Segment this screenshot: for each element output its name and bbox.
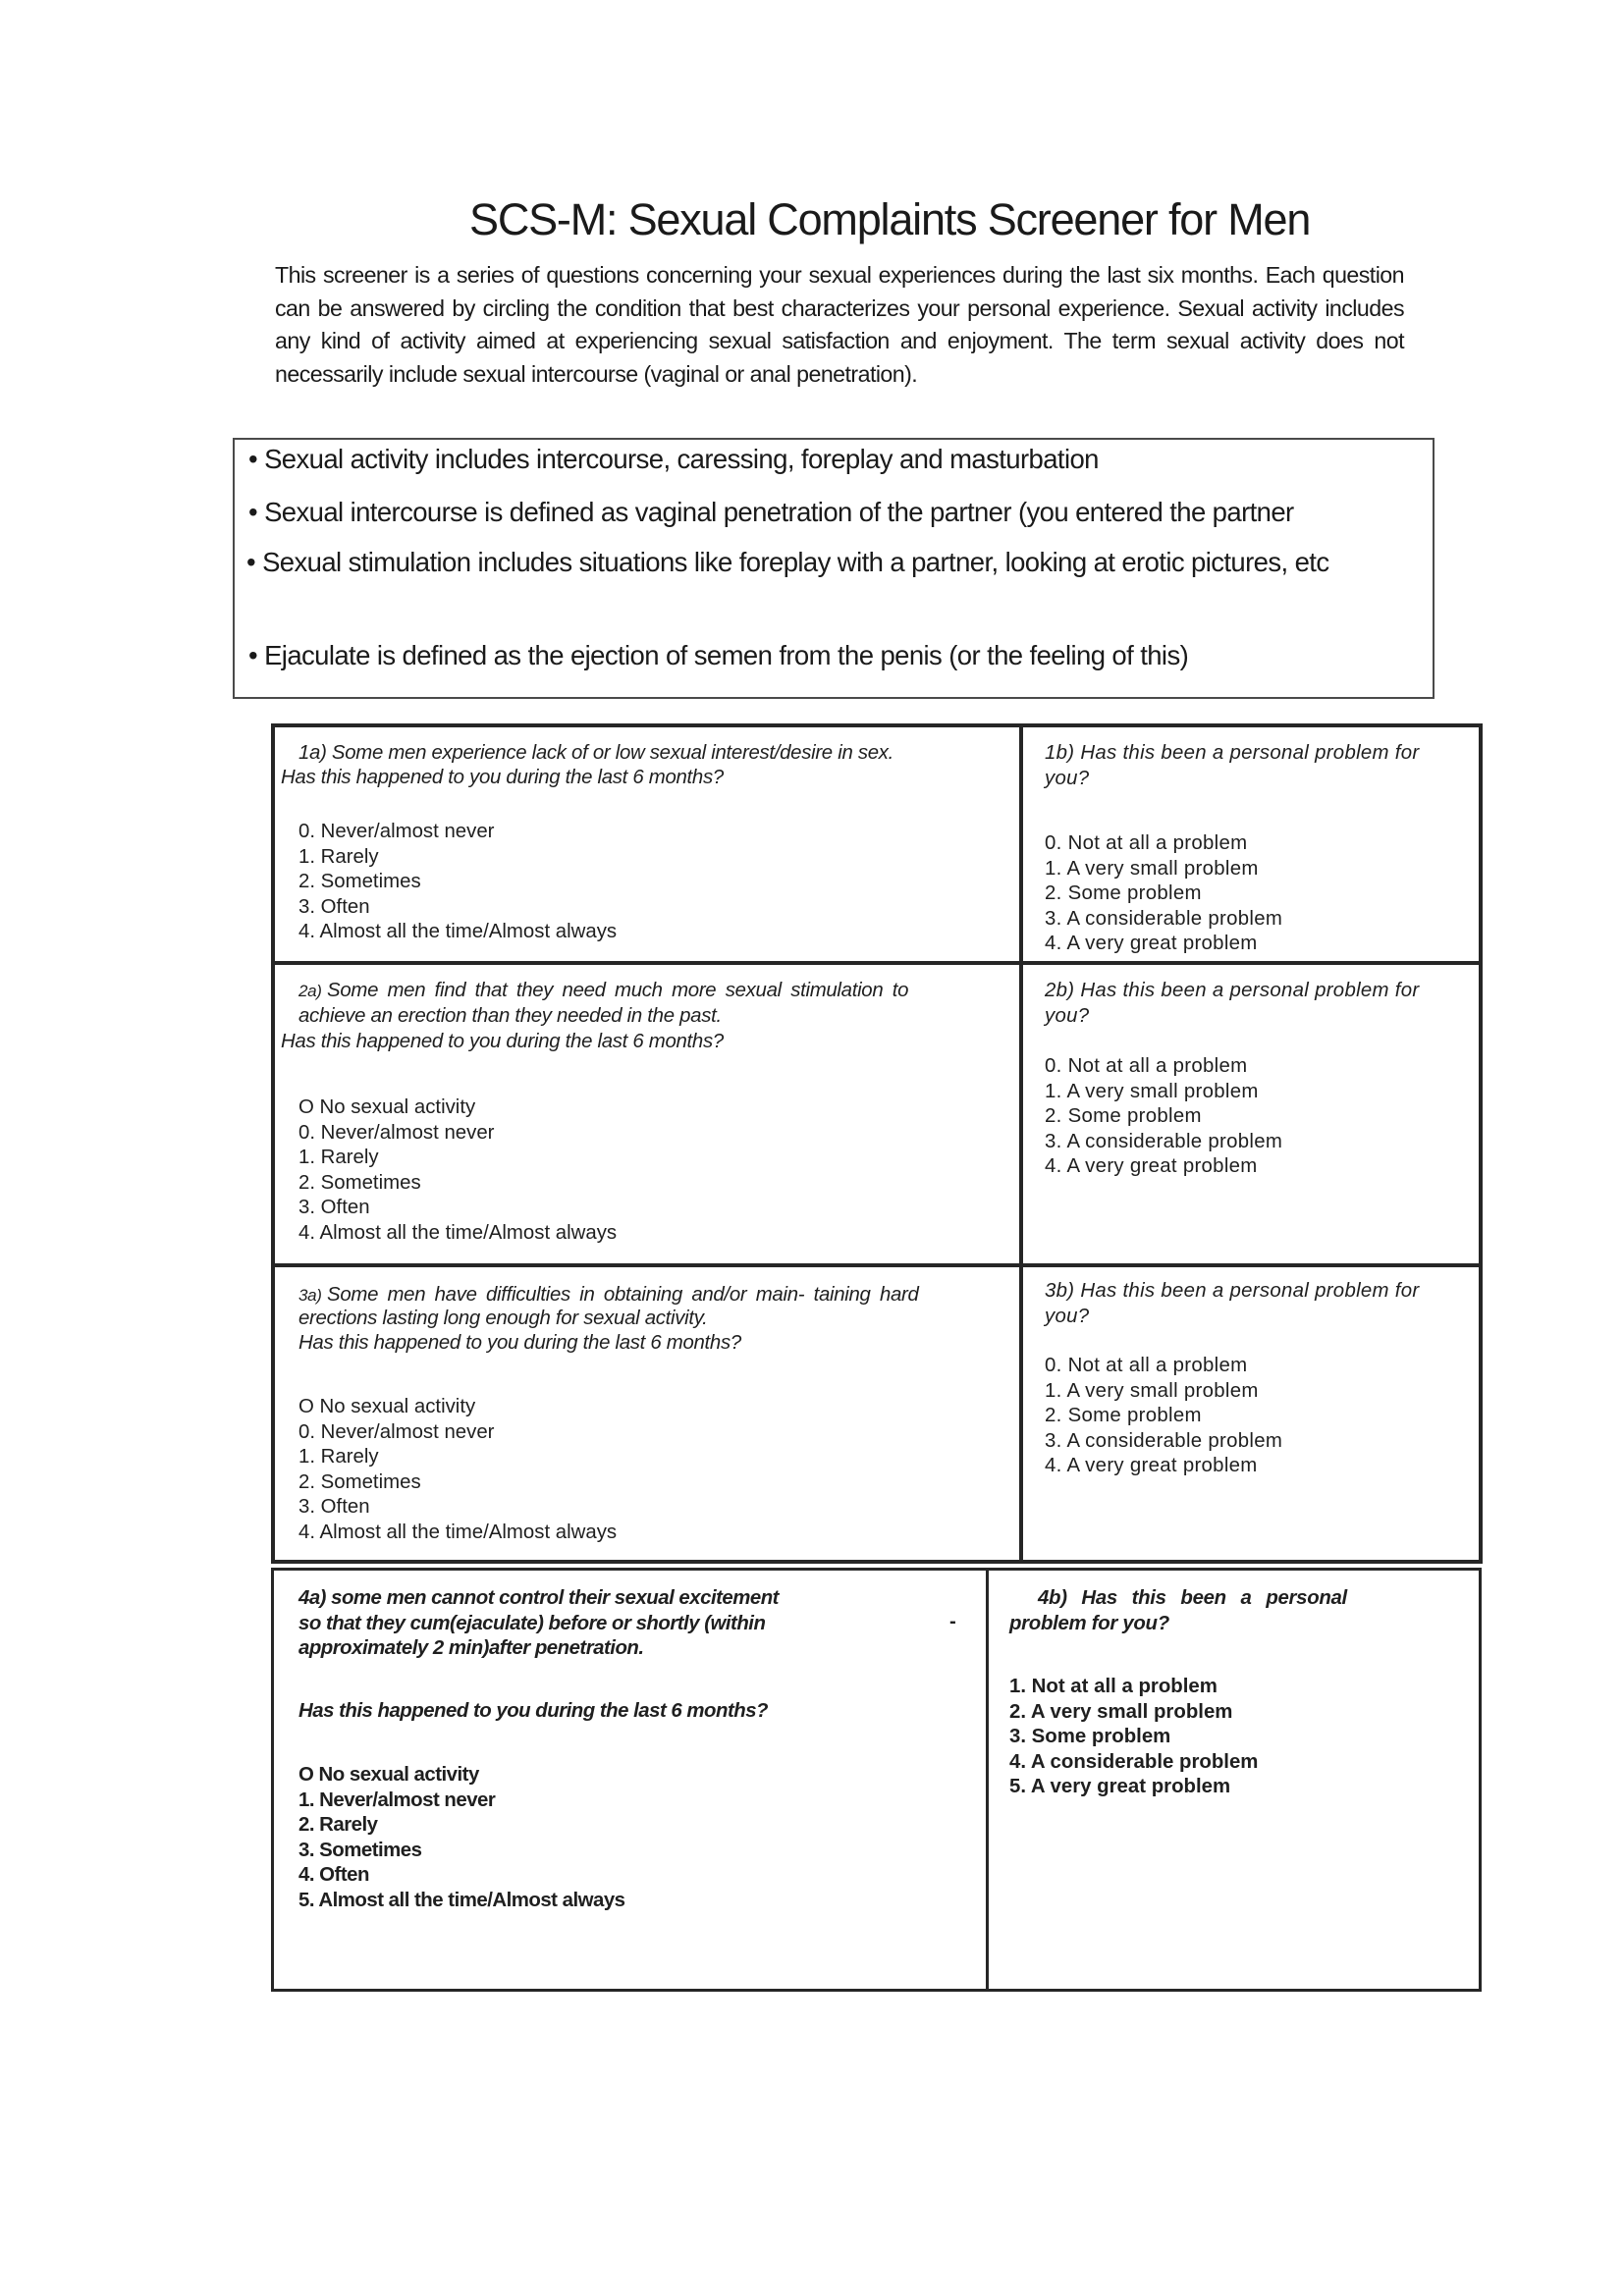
- option[interactable]: 0. Not at all a problem: [1045, 832, 1248, 854]
- question-3a-text-cont: erections lasting long enough for sexual activity.: [298, 1308, 708, 1329]
- stray-dash: -: [949, 1611, 956, 1632]
- option[interactable]: 3. A considerable problem: [1045, 1130, 1283, 1152]
- option[interactable]: 3. Often: [298, 895, 370, 918]
- question-2b-cell: [1019, 961, 1483, 1267]
- definition-sexual-intercourse: • Sexual intercourse is defined as vaginal penetration of the partner (you entered the partner: [248, 497, 1294, 527]
- option[interactable]: 1. Rarely: [298, 1446, 379, 1468]
- question-4b-text-cont: problem for you?: [1009, 1613, 1169, 1634]
- option[interactable]: 5. Almost all the time/Almost always: [298, 1889, 625, 1911]
- option[interactable]: 0. Not at all a problem: [1045, 1055, 1248, 1077]
- question-3a-prompt: Has this happened to you during the last 6 months?: [298, 1332, 741, 1354]
- option[interactable]: 4. Almost all the time/Almost always: [298, 921, 618, 942]
- option[interactable]: 3. Some problem: [1009, 1726, 1171, 1747]
- option[interactable]: 0. Never/almost never: [298, 1420, 495, 1443]
- definitions-box: [233, 438, 1435, 699]
- question-3b-cell: [1019, 1263, 1483, 1564]
- option[interactable]: 4. A very great problem: [1045, 1155, 1258, 1177]
- option[interactable]: 4. Often: [298, 1864, 369, 1886]
- option[interactable]: 2. Some problem: [1045, 1105, 1202, 1127]
- question-3a-number: 3a): [298, 1286, 322, 1305]
- question-3a-options: [298, 1395, 617, 1545]
- question-1a-text: 1a) Some men experience lack of or low sexual interest/desire in sex.: [298, 742, 894, 764]
- question-1b-cell: [1019, 723, 1483, 965]
- question-2a-cell: [271, 961, 1023, 1267]
- option[interactable]: 1. Rarely: [298, 1147, 379, 1168]
- option[interactable]: 3. Often: [298, 1197, 370, 1218]
- definition-ejaculate: • Ejaculate is defined as the ejection of semen from the penis (or the feeling of this): [248, 640, 1189, 670]
- question-4b-options: [1009, 1675, 1258, 1800]
- question-4a-cell: [271, 1568, 989, 1992]
- question-2a-text-cont: achieve an erection than they needed in the past.: [298, 1005, 722, 1027]
- option[interactable]: 2. Sometimes: [298, 1171, 421, 1194]
- option[interactable]: 4. A very great problem: [1045, 933, 1258, 954]
- option[interactable]: 3. Sometimes: [298, 1839, 422, 1861]
- definition-sexual-stimulation: • Sexual stimulation includes situations like foreplay with a partner, looking at erotic pictures, etc: [246, 547, 1329, 577]
- definition-sexual-activity: • Sexual activity includes intercourse, caressing, foreplay and masturbation: [248, 444, 1099, 474]
- option[interactable]: 0. Never/almost never: [298, 1121, 495, 1144]
- question-3b-options: [1045, 1354, 1282, 1479]
- option[interactable]: 3. Often: [298, 1496, 370, 1518]
- option[interactable]: 0. Not at all a problem: [1045, 1355, 1248, 1376]
- question-2a-options: [298, 1095, 617, 1246]
- option[interactable]: 1. A very small problem: [1045, 857, 1259, 880]
- question-1a-cell: [271, 723, 1023, 965]
- question-2a-text: 2a) Some men find that they need much more sexual stimulation to: [298, 980, 909, 1001]
- page-title: SCS-M: Sexual Complaints Screener for Men: [469, 194, 1311, 244]
- option[interactable]: 2. Some problem: [1045, 882, 1202, 904]
- option[interactable]: O No sexual activity: [298, 1764, 479, 1786]
- question-2a-prompt: Has this happened to you during the last 6 months?: [281, 1031, 724, 1052]
- option[interactable]: 4. A very great problem: [1045, 1455, 1258, 1476]
- question-4a-prompt: Has this happened to you during the last 6 months?: [298, 1700, 769, 1722]
- option[interactable]: 2. A very small problem: [1009, 1700, 1233, 1723]
- option[interactable]: 1. Never/almost never: [298, 1789, 496, 1811]
- option[interactable]: 5. A very great problem: [1009, 1776, 1231, 1797]
- option[interactable]: O No sexual activity: [298, 1096, 476, 1118]
- question-2b-text: 2b) Has this been a personal problem for you?: [1045, 980, 1420, 1027]
- option[interactable]: 4. Almost all the time/Almost always: [298, 1521, 618, 1543]
- question-1b-text: 1b) Has this been a personal problem for you?: [1045, 742, 1420, 789]
- question-3a-text: 3a) Some men have difficulties in obtaining and/or main- taining hard: [298, 1284, 919, 1306]
- option[interactable]: 3. A considerable problem: [1045, 907, 1283, 930]
- question-4a-text-cont2: approximately 2 min)after penetration.: [298, 1637, 644, 1659]
- question-3a-cell: [271, 1263, 1023, 1564]
- intro-paragraph: This screener is a series of questions concerning your sexual experiences during the last six months. Each question can be answered by circling the condition that best characterizes your personal experience. Sexual activity includes any kind of activity aimed at experiencing sexual satisfaction and enjoyment. The term sexual activity does not necessarily include sexual intercourse (vaginal or anal penetration).: [275, 262, 1404, 387]
- question-4a-options: [298, 1763, 625, 1913]
- question-4a-text: 4a) some men cannot control their sexual excitement: [298, 1587, 779, 1609]
- option[interactable]: 4. A considerable problem: [1009, 1750, 1259, 1773]
- question-2a-number: 2a): [298, 982, 322, 1000]
- option[interactable]: 2. Sometimes: [298, 1470, 421, 1493]
- question-3b-text: 3b) Has this been a personal problem for you?: [1045, 1280, 1420, 1327]
- question-2b-options: [1045, 1054, 1282, 1180]
- question-1a-options: [298, 820, 617, 945]
- option[interactable]: 3. A considerable problem: [1045, 1429, 1283, 1452]
- option[interactable]: 1. Rarely: [298, 845, 379, 868]
- option[interactable]: 2. Some problem: [1045, 1405, 1202, 1426]
- option[interactable]: 1. A very small problem: [1045, 1080, 1259, 1102]
- option[interactable]: 1. A very small problem: [1045, 1379, 1259, 1402]
- question-4b-text: 4b) Has this been a personal: [1038, 1587, 1347, 1609]
- option[interactable]: 0. Never/almost never: [298, 821, 495, 842]
- option[interactable]: 1. Not at all a problem: [1009, 1676, 1218, 1697]
- option[interactable]: 4. Almost all the time/Almost always: [298, 1221, 618, 1244]
- question-1b-options: [1045, 831, 1282, 957]
- question-4b-cell: [986, 1568, 1482, 1992]
- question-1a-prompt: Has this happened to you during the last 6 months?: [281, 767, 724, 788]
- option[interactable]: 2. Sometimes: [298, 871, 421, 892]
- option[interactable]: O No sexual activity: [298, 1396, 476, 1417]
- question-4a-text-cont: so that they cum(ejaculate) before or shortly (within: [298, 1613, 766, 1634]
- option[interactable]: 2. Rarely: [298, 1814, 378, 1836]
